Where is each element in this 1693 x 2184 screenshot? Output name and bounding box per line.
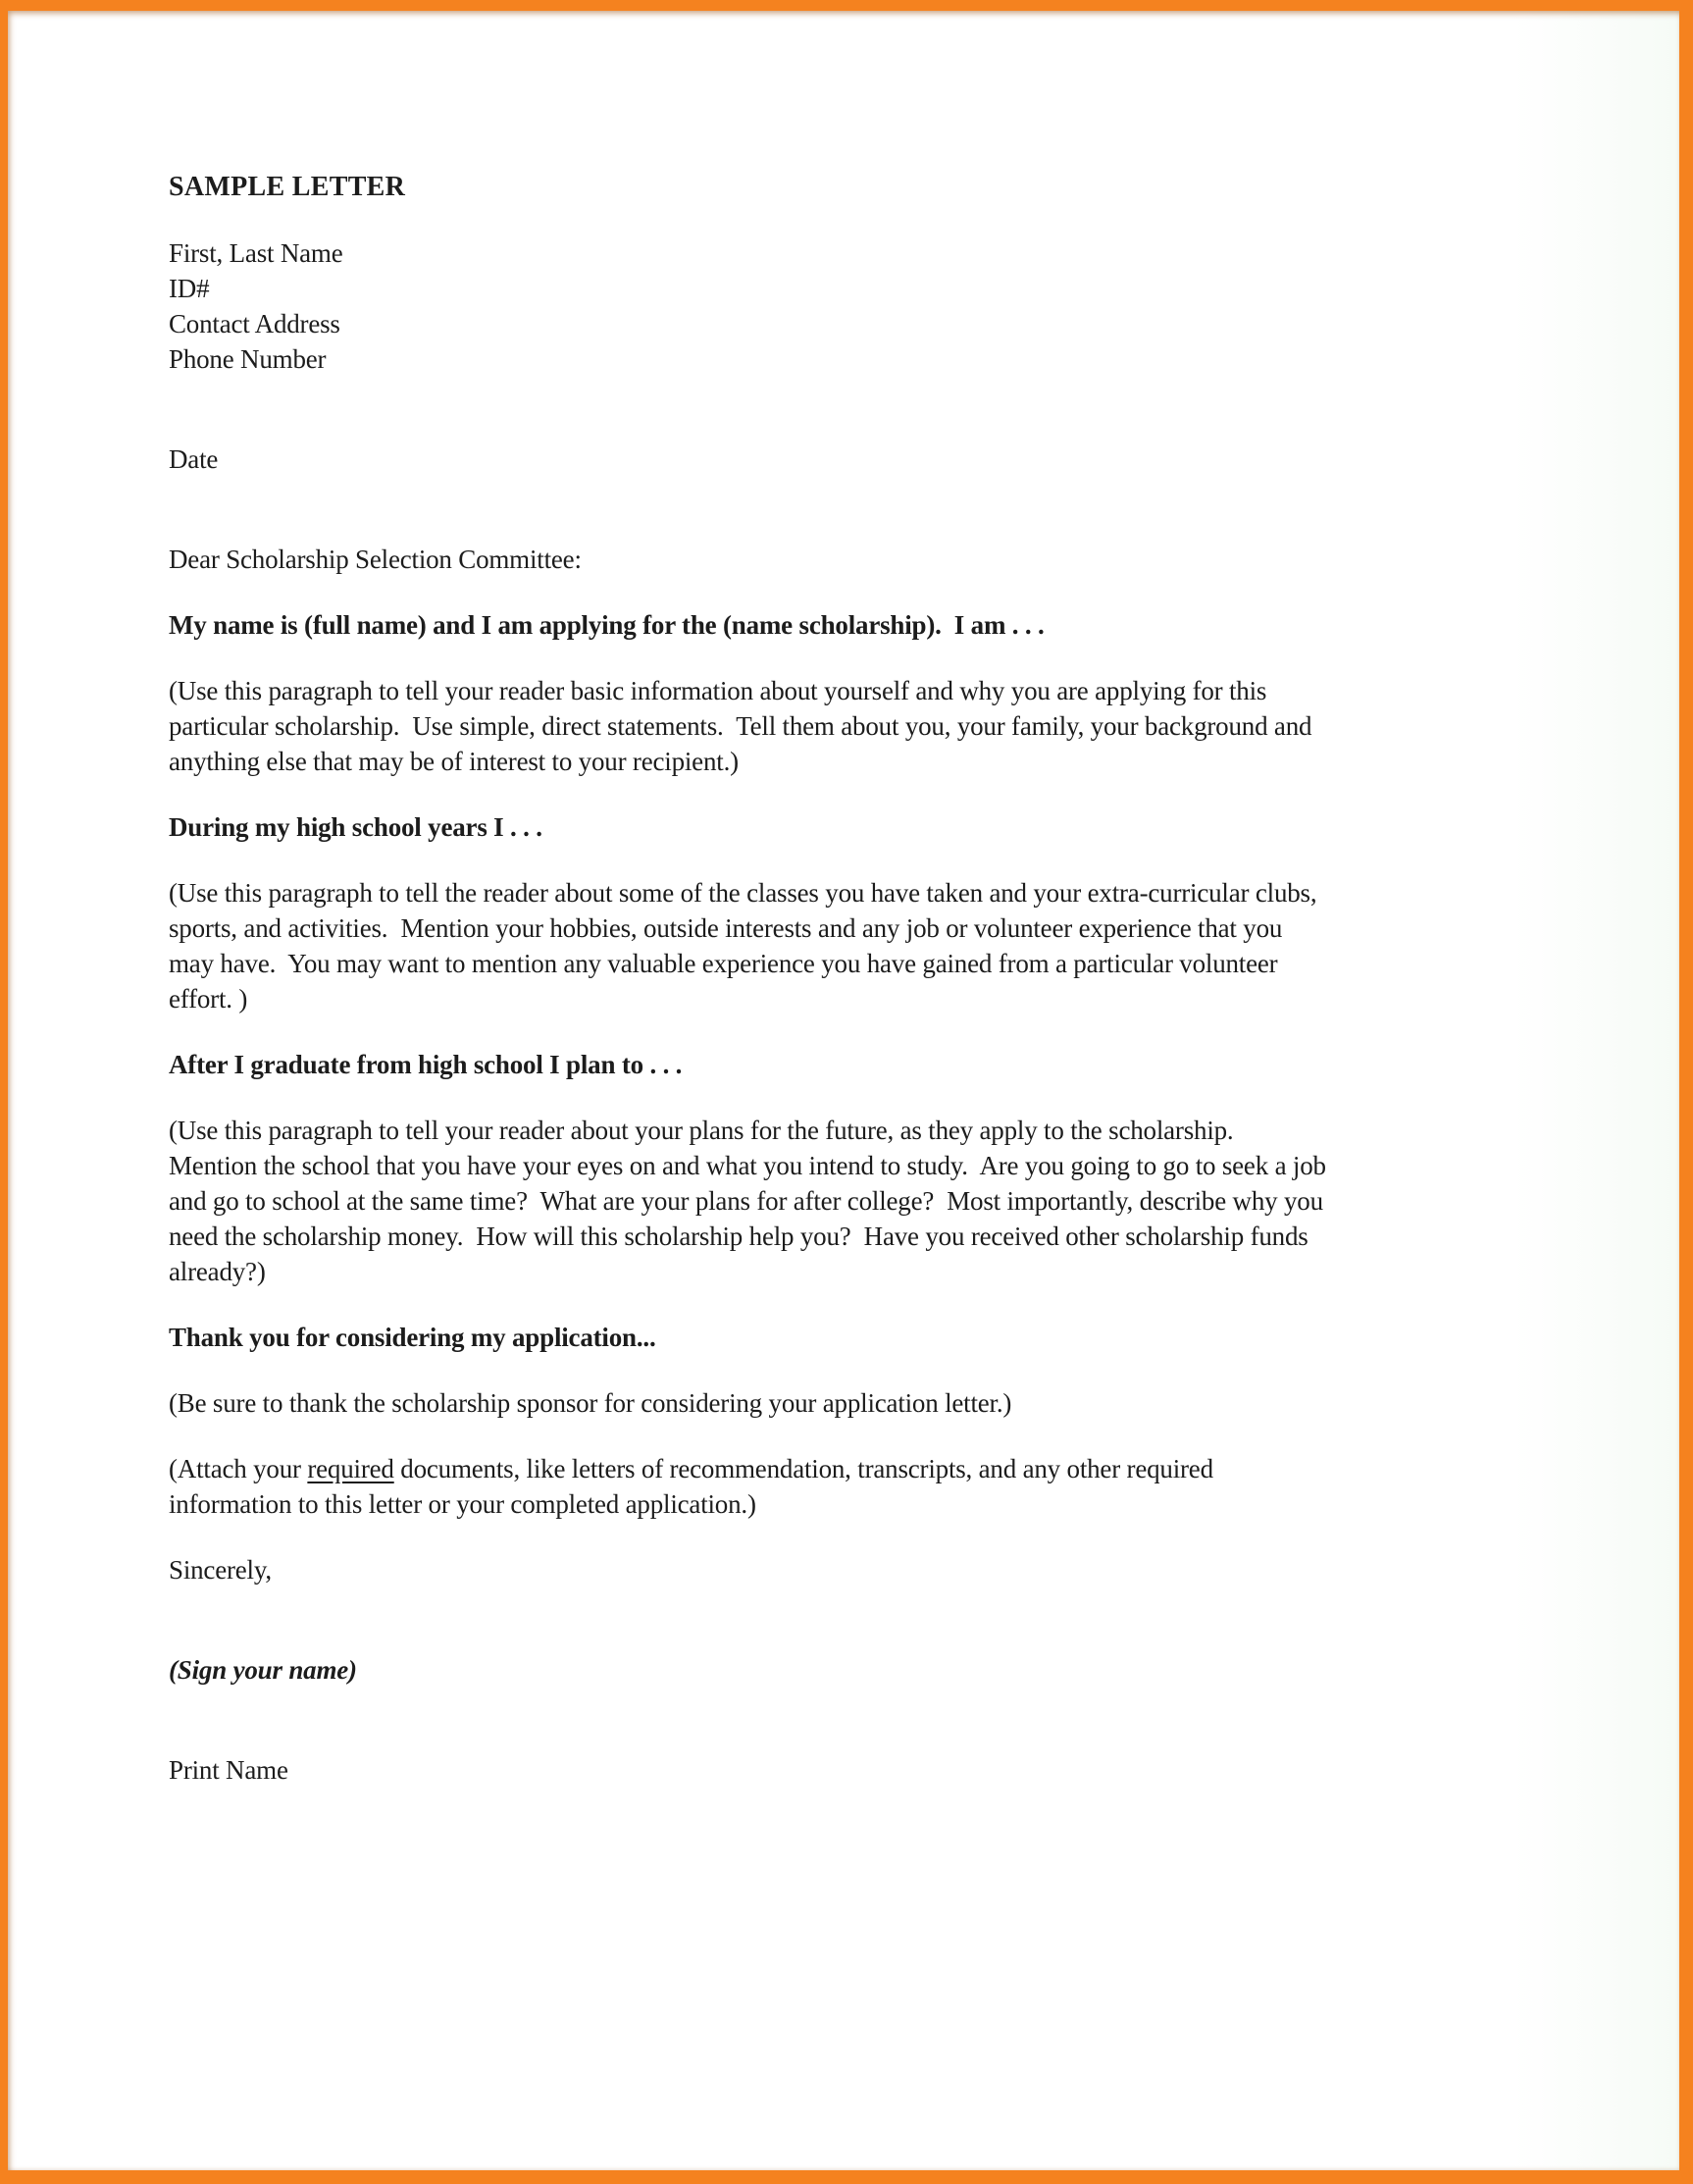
sender-address-line: Contact Address: [169, 309, 340, 338]
required-underlined: required: [307, 1454, 394, 1483]
sender-id-line: ID#: [169, 274, 210, 303]
attachment-suffix: documents, like letters of recommendation, transcripts, and any other required: [393, 1454, 1213, 1483]
note-line: (Use this paragraph to tell your reader basic information about yourself and why you are applying for this: [169, 676, 1267, 705]
note-line: particular scholarship. Use simple, direct statements. Tell them about you, your family, your background and: [169, 711, 1312, 741]
salutation: Dear Scholarship Selection Committee:: [169, 545, 582, 574]
note-line: information to this letter or your completed application.): [169, 1489, 756, 1519]
sender-block: [169, 235, 1562, 377]
letter-content: [8, 11, 1679, 1788]
note-line: Mention the school that you have your eyes on and what you intend to study. Are you going to go to seek a job: [169, 1151, 1326, 1180]
note-line: sports, and activities. Mention your hobbies, outside interests and any job or volunteer experience that you: [169, 913, 1283, 943]
print-name: Print Name: [169, 1755, 288, 1785]
letter-title: SAMPLE LETTER: [169, 172, 406, 202]
sender-phone-line: Phone Number: [169, 344, 327, 374]
thanks-heading: Thank you for considering my application...: [169, 1323, 656, 1352]
signoff: Sincerely,: [169, 1555, 272, 1585]
intro-heading: My name is (full name) and I am applying for the (name scholarship). I am . . .: [169, 610, 1045, 640]
signature-placeholder: (Sign your name): [169, 1655, 357, 1685]
highschool-heading: During my high school years I . . .: [169, 812, 542, 842]
note-line: [169, 1451, 1562, 1486]
sender-name-line: First, Last Name: [169, 238, 343, 268]
note-line: already?): [169, 1257, 266, 1286]
note-line: and go to school at the same time? What are your plans for after college? Most importantly, describe why you: [169, 1186, 1323, 1216]
note-line: (Use this paragraph to tell the reader about some of the classes you have taken and your extra-curricular clubs,: [169, 878, 1317, 908]
future-heading: After I graduate from high school I plan to . . .: [169, 1050, 683, 1079]
note-line: (Use this paragraph to tell your reader about your plans for the future, as they apply to the scholarship.: [169, 1116, 1234, 1145]
attachment-note: [169, 1451, 1562, 1522]
thanks-note: (Be sure to thank the scholarship sponsor for considering your application letter.): [169, 1388, 1012, 1418]
note-line: need the scholarship money. How will this scholarship help you? Have you received other scholarship funds: [169, 1222, 1308, 1251]
note-line: anything else that may be of interest to your recipient.): [169, 747, 739, 776]
future-note: [169, 1113, 1562, 1289]
highschool-note: [169, 875, 1562, 1016]
attachment-prefix: (Attach your: [169, 1454, 308, 1483]
note-line: effort. ): [169, 984, 248, 1014]
date-line: Date: [169, 444, 219, 474]
note-line: may have. You may want to mention any valuable experience you have gained from a particular volunteer: [169, 949, 1278, 978]
intro-note: [169, 673, 1562, 779]
